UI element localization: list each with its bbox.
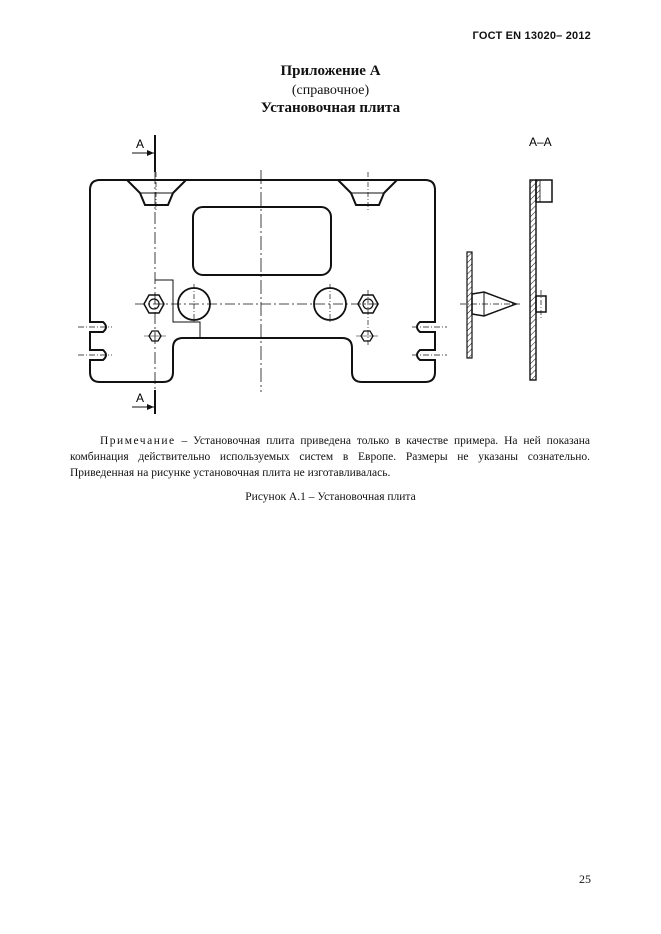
- mounting-plate-drawing: [0, 120, 661, 420]
- page-number: 25: [579, 872, 591, 886]
- section-label: А–А: [529, 135, 552, 149]
- section-letter-bottom: А: [136, 391, 145, 405]
- plate-outline: [90, 180, 435, 382]
- plate-window: [193, 207, 331, 275]
- section-mark-top: [132, 135, 155, 172]
- appendix-title: Приложение А: [280, 63, 381, 79]
- small-hex-lower-right: [356, 331, 378, 341]
- section-mark-bottom: [132, 390, 155, 414]
- figure-note: [70, 433, 590, 481]
- countersunk-slot-right: [338, 172, 397, 212]
- figure-caption: Рисунок А.1 – Установочная плита: [245, 491, 416, 503]
- note-text: – Установочная плита приведена только в качестве примера. На ней показана комбинация действительно используемых систем в Европе. Размеры не указаны сознательно. Приведенная на рисунке установочная плита не изготавливалась.: [70, 435, 590, 479]
- appendix-status: (справочное): [291, 83, 370, 98]
- side-view-pin: [460, 252, 520, 358]
- appendix-subject: Установочная плита: [260, 100, 401, 116]
- document-code: ГОСТ EN 13020– 2012: [472, 30, 591, 42]
- section-letter-top: А: [136, 137, 145, 151]
- note-label: Примечание: [100, 435, 176, 447]
- section-view: [530, 180, 552, 380]
- countersunk-slot-left: [127, 172, 186, 212]
